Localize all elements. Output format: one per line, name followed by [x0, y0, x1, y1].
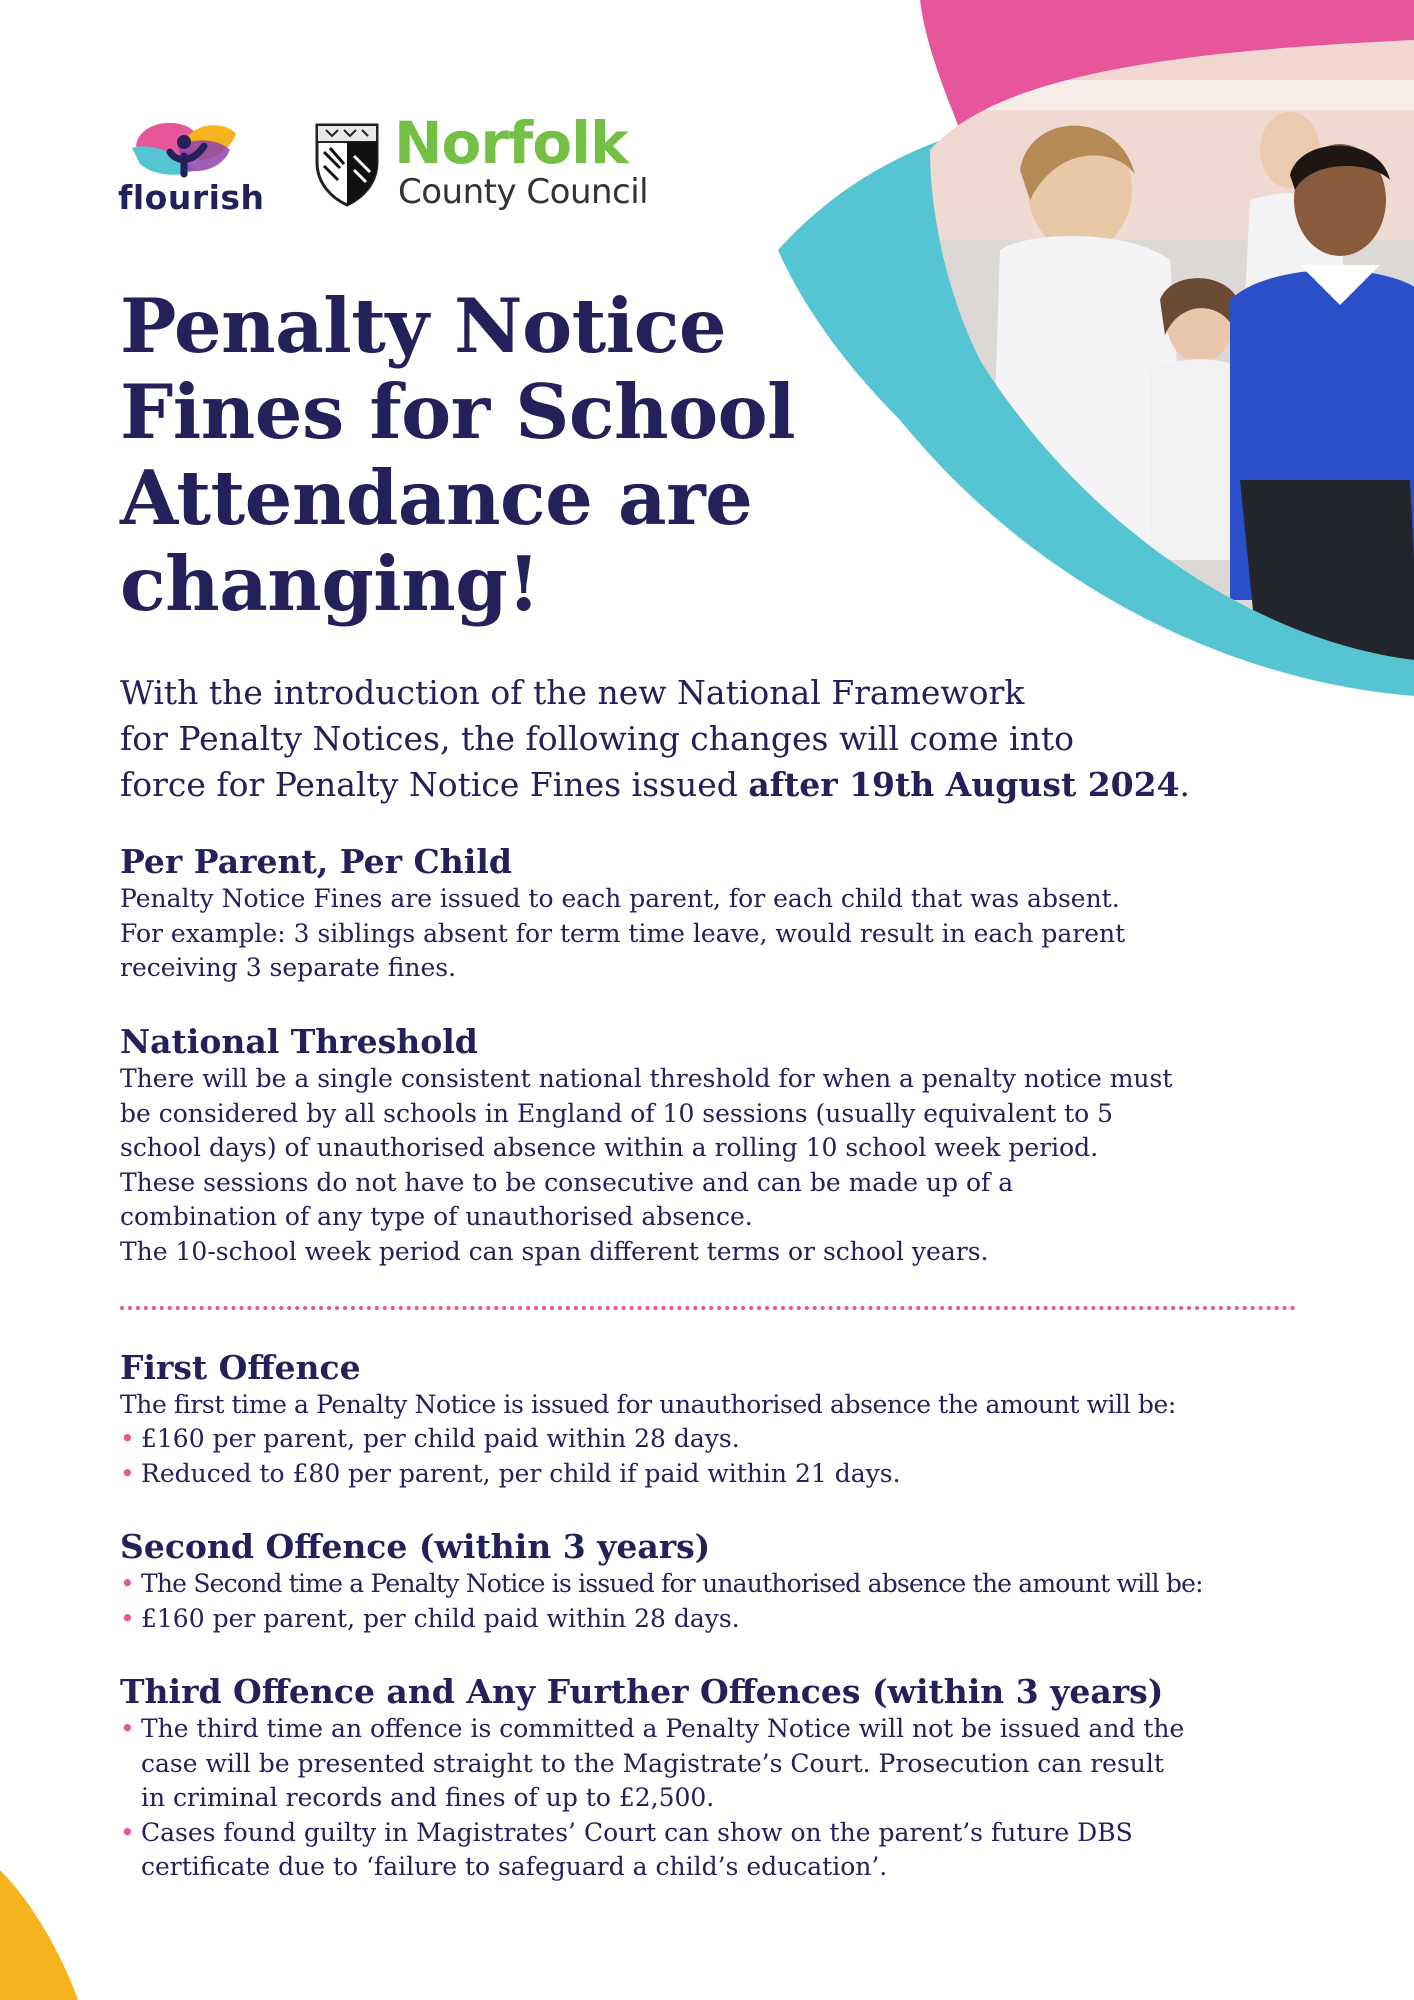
per-parent-paragraph: Penalty Notice Fines are issued to each parent, for each child that was absent. For example: 3 siblings absent for term time leave, would result in each parent receiving 3 separate fines.: [120, 884, 1126, 982]
intro-line: With the introduction of the new National Framework: [120, 673, 1025, 712]
page-title: [120, 283, 840, 627]
dotted-divider: [120, 1306, 1296, 1310]
threshold-paragraph: There will be a single consistent national threshold for when a penalty notice must be considered by all schools in England of 10 sessions (usually equivalent to 5 school days) of unauthorised absence within a rolling 10 school week period. These sessions do not have to be consecutive and can be made up of a combination of any type of unauthorised absence. The 10-school week period can span different terms or school years.: [120, 1064, 1173, 1266]
flourish-logo-text: flourish: [118, 178, 265, 217]
list-item: • The Second time a Penalty Notice is issued for unauthorised absence the amount will be:: [120, 1569, 1203, 1598]
heading-second-offence: Second Offence (within 3 years): [120, 1527, 711, 1566]
list-item: • £160 per parent, per child paid within 28 days.: [120, 1424, 740, 1453]
effective-date: after 19th August 2024: [748, 765, 1180, 804]
council-name: Norfolk: [394, 109, 628, 177]
third-offence-list: [120, 1712, 1320, 1885]
heading-national-threshold: National Threshold: [120, 1022, 478, 1061]
intro-paragraph: [120, 670, 1300, 808]
intro-line: force for Penalty Notice Fines issued after 19th August 2024.: [120, 765, 1191, 804]
intro-line: for Penalty Notices, the following changes will come into: [120, 719, 1074, 758]
heading-first-offence: First Offence: [120, 1348, 361, 1387]
list-item: • £160 per parent, per child paid within 28 days.: [120, 1603, 740, 1633]
heading-per-parent: Per Parent, Per Child: [120, 842, 512, 881]
list-item: • The third time an offence is committed a Penalty Notice will not be issued and the case will be presented straight to the Magistrate’s Court. Prosecution can result in criminal records and fines of up to £2,500.: [120, 1714, 1185, 1812]
title-line: Fines for School: [120, 368, 796, 456]
heading-third-offence: Third Offence and Any Further Offences (within 3 years): [120, 1672, 1164, 1711]
first-offence-intro: The first time a Penalty Notice is issued for unauthorised absence the amount will be:: [120, 1390, 1176, 1419]
title-line: Attendance are: [120, 454, 753, 542]
list-item: • Cases found guilty in Magistrates’ Court can show on the parent’s future DBS certificate due to ‘failure to safeguard a child’s education’.: [120, 1817, 1133, 1881]
title-line: changing!: [120, 540, 540, 628]
title-line: Penalty Notice: [120, 282, 727, 370]
norfolk-crest-icon: [314, 122, 380, 208]
council-subtitle: County Council: [398, 172, 649, 212]
list-item: • Reduced to £80 per parent, per child if paid within 21 days.: [120, 1458, 901, 1488]
second-offence-list: [120, 1567, 1320, 1636]
yellow-shape: [0, 1870, 78, 2000]
first-offence-list: [120, 1422, 1320, 1491]
